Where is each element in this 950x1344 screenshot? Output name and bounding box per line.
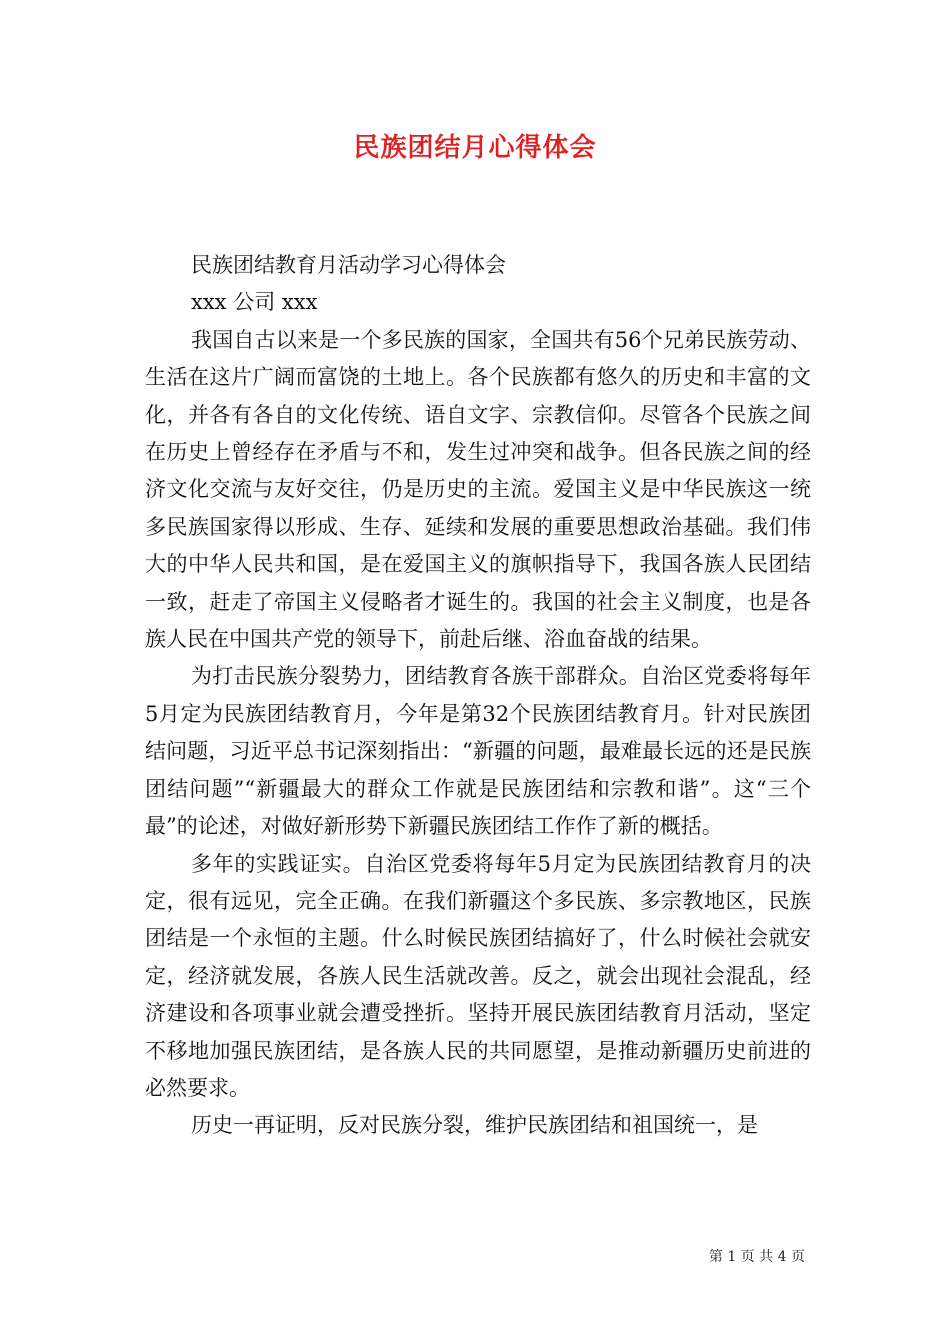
page-number: 第 1 页 共 4 页	[708, 1249, 805, 1265]
paragraph-1: 我国自古以来是一个多民族的国家，全国共有56个兄弟民族劳动、生活在这片广阔而富饶的土地上。各个民族都有悠久的历史和丰富的文化，并各有各自的文化传统、语自文字、宗教信仰。尽管各个民族之间在历史上曾经存在矛盾与不和，发生过冲突和战争。但各民族之间的经济文化交流与友好交往，仍是历史的主流。爱国主义是中华民族这一统多民族国家得以形成、生存、延续和发展的重要思想政治基础。我们伟大的中华人民共和国，是在爱国主义的旗帜指导下，我国各族人民团结一致，赶走了帝国主义侵略者才诞生的。我国的社会主义制度，也是各族人民在中国共产党的领导下，前赴后继、浴血奋战的结果。	[145, 327, 811, 652]
paragraph-2: 为打击民族分裂势力，团结教育各族干部群众。自治区党委将每年5月定为民族团结教育月，今年是第32个民族团结教育月。针对民族团结问题，习近平总书记深刻指出：“新疆的问题，最难最长远的还是民族团结问题”“新疆最大的群众工作就是民族团结和宗教和谐”。这“三个最”的论述，对做好新形势下新疆民族团结工作作了新的概括。	[145, 664, 811, 839]
document-subtitle: 民族团结教育月活动学习心得体会	[191, 253, 506, 277]
document-title: 民族团结月心得体会	[353, 133, 597, 163]
document-body	[145, 247, 811, 1145]
author-line: xxx 公司 xxx	[191, 290, 318, 315]
paragraph-4: 历史一再证明，反对民族分裂，维护民族团结和祖国统一，是	[191, 1113, 758, 1138]
paragraph-3: 多年的实践证实。自治区党委将每年5月定为民族团结教育月的决定，很有远见，完全正确。在我们新疆这个多民族、多宗教地区，民族团结是一个永恒的主题。什么时候民族团结搞好了，什么时候社会就安定，经济就发展，各族人民生活就改善。反之，就会出现社会混乱，经济建设和各项事业就会遭受挫折。坚持开展民族团结教育月活动，坚定不移地加强民族团结，是各族人民的共同愿望，是推动新疆历史前进的必然要求。	[145, 851, 811, 1100]
